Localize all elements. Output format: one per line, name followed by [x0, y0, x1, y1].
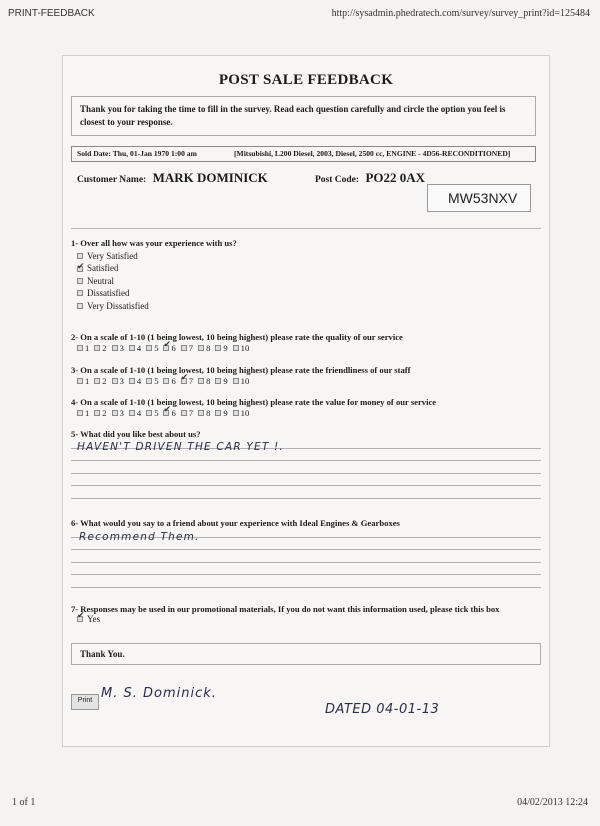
scale-label: 10 — [240, 408, 250, 418]
checkbox[interactable] — [94, 410, 100, 416]
scale-option[interactable] — [129, 376, 141, 386]
scale-option[interactable] — [112, 343, 124, 353]
scale-option[interactable] — [181, 376, 193, 386]
question-2: 2- On a scale of 1-10 (1 being lowest, 10 being highest) please rate the quality of our service — [71, 332, 403, 342]
scale-label: 5 — [154, 376, 159, 386]
scale-label: 4 — [136, 343, 142, 353]
checkbox[interactable] — [77, 378, 83, 384]
option-dissatisfied[interactable] — [77, 287, 149, 299]
scale-label: 5 — [154, 343, 159, 353]
question-1: 1- Over all how was your experience with us? — [71, 238, 237, 248]
scale-label: 2 — [102, 408, 107, 418]
question-3-scale — [77, 376, 254, 386]
sold-date: Sold Date: Thu, 01-Jan 1970 1:00 am — [77, 149, 197, 158]
scale-option[interactable] — [215, 376, 227, 386]
checkbox[interactable] — [198, 410, 204, 416]
checkbox[interactable] — [94, 345, 100, 351]
checkbox[interactable] — [146, 378, 152, 384]
question-4-scale — [77, 408, 254, 418]
checkbox[interactable] — [129, 410, 135, 416]
print-header-url: http://sysadmin.phedratech.com/survey/survey_print?id=125484 — [331, 8, 590, 19]
form-title: POST SALE FEEDBACK — [218, 72, 394, 88]
scale-label: 3 — [119, 343, 124, 353]
checkbox[interactable] — [77, 410, 83, 416]
scale-option[interactable] — [163, 408, 175, 418]
checkbox[interactable] — [77, 303, 83, 309]
answer-5-handwriting: HAVEN'T DRIVEN THE CAR YET !. — [77, 441, 284, 453]
scale-label: 9 — [223, 343, 228, 353]
scale-option[interactable] — [129, 343, 141, 353]
registration-box: MW53NXV — [427, 184, 531, 212]
scale-label: 2 — [102, 376, 107, 386]
scale-option[interactable] — [181, 408, 193, 418]
scale-option[interactable] — [94, 376, 106, 386]
option-neutral[interactable] — [77, 275, 149, 287]
scale-label: 8 — [206, 408, 211, 418]
scale-option[interactable] — [77, 376, 89, 386]
divider — [71, 228, 541, 229]
checkbox[interactable] — [181, 345, 187, 351]
page-number: 1 of 1 — [12, 797, 36, 808]
vehicle-info: [Mitsubishi, L200 Diesel, 2003, Diesel, 2500 cc, ENGINE - 4D56-RECONDITIONED] — [234, 149, 511, 158]
checkbox[interactable] — [215, 378, 221, 384]
checkbox[interactable] — [112, 345, 118, 351]
scale-label: 8 — [206, 343, 211, 353]
scale-label: 7 — [188, 343, 194, 353]
scale-option[interactable] — [129, 408, 141, 418]
checkbox[interactable] — [198, 378, 204, 384]
scale-label: 6 — [171, 376, 176, 386]
scale-option[interactable] — [198, 376, 210, 386]
question-5: 5- What did you like best about us? — [71, 429, 201, 439]
scale-option[interactable] — [233, 376, 250, 386]
scale-label: 1 — [85, 343, 90, 353]
option-label: Very Dissatisfied — [87, 300, 149, 311]
question-1-options — [77, 250, 149, 312]
checkbox-checked[interactable] — [77, 266, 83, 272]
option-label: Dissatisfied — [87, 288, 130, 299]
scale-label: 8 — [206, 376, 211, 386]
scale-option[interactable] — [94, 343, 106, 353]
option-label: Satisfied — [87, 263, 119, 274]
checkbox[interactable] — [146, 410, 152, 416]
scale-option[interactable] — [233, 408, 250, 418]
question-6: 6- What would you say to a friend about your experience with Ideal Engines & Gearboxes — [71, 518, 400, 528]
print-datetime: 04/02/2013 12:24 — [517, 797, 588, 808]
checkbox[interactable] — [233, 378, 239, 384]
thank-you-box: Thank You. — [71, 643, 541, 665]
scale-label: 1 — [85, 408, 90, 418]
option-label: Yes — [87, 614, 101, 624]
intro-text: Thank you for taking the time to fill in the survey. Read each question carefully and circle the option you feel is closest to your response. — [71, 96, 536, 136]
scale-label: 10 — [240, 343, 250, 353]
scale-option[interactable] — [146, 376, 158, 386]
checkbox[interactable] — [112, 410, 118, 416]
scale-option[interactable] — [163, 343, 175, 353]
checkbox[interactable] — [77, 345, 83, 351]
scale-option[interactable] — [215, 408, 227, 418]
scale-option[interactable] — [112, 408, 124, 418]
scale-label: 6 — [171, 408, 176, 418]
checkbox-checked[interactable] — [77, 616, 83, 622]
option-label: Neutral — [87, 275, 114, 286]
checkbox[interactable] — [215, 410, 221, 416]
checkbox[interactable] — [129, 378, 135, 384]
scale-option[interactable] — [146, 408, 158, 418]
option-yes[interactable] — [77, 614, 100, 624]
scale-label: 7 — [188, 376, 194, 386]
scale-option[interactable] — [198, 408, 210, 418]
checkbox[interactable] — [215, 345, 221, 351]
scale-option[interactable] — [181, 343, 193, 353]
scale-label: 9 — [223, 408, 228, 418]
post-code: PO22 0AX — [365, 170, 426, 185]
checkbox[interactable] — [77, 290, 83, 296]
question-7: 7- Responses may be used in our promotional materials, If you do not want this information used, please tick this box — [71, 604, 500, 614]
scale-label: 9 — [223, 376, 228, 386]
checkbox[interactable] — [129, 345, 135, 351]
checkbox[interactable] — [146, 345, 152, 351]
checkbox[interactable] — [77, 253, 83, 259]
scale-option[interactable] — [77, 408, 89, 418]
customer-name: MARK DOMINICK — [152, 170, 268, 185]
checkbox-checked[interactable] — [163, 410, 169, 416]
scale-label: 2 — [102, 343, 107, 353]
checkbox-checked[interactable] — [181, 378, 187, 384]
scale-option[interactable] — [215, 343, 227, 353]
checkbox[interactable] — [163, 378, 169, 384]
sold-info-bar — [71, 146, 536, 162]
print-button[interactable]: Print — [71, 694, 99, 710]
checkbox-checked[interactable] — [163, 345, 169, 351]
option-very-satisfied[interactable] — [77, 250, 149, 262]
customer-name-label: Customer Name: — [77, 175, 147, 185]
scale-option[interactable] — [146, 343, 158, 353]
checkbox[interactable] — [77, 278, 83, 284]
checkbox[interactable] — [233, 345, 239, 351]
customer-name-row — [77, 170, 268, 186]
post-code-label: Post Code: — [315, 175, 360, 185]
scale-option[interactable] — [198, 343, 210, 353]
answer-6-handwriting: Recommend Them. — [79, 531, 200, 543]
handwritten-date: DATED 04-01-13 — [325, 702, 440, 717]
checkbox[interactable] — [198, 345, 204, 351]
question-2-scale — [77, 343, 254, 353]
scale-label: 5 — [154, 408, 159, 418]
checkbox[interactable] — [181, 410, 187, 416]
scale-option[interactable] — [94, 408, 106, 418]
scale-option[interactable] — [163, 376, 175, 386]
post-code-row — [315, 170, 425, 186]
print-header-title: PRINT-FEEDBACK — [8, 8, 95, 19]
scale-label: 3 — [119, 376, 124, 386]
option-very-dissatisfied[interactable] — [77, 300, 149, 312]
scale-option[interactable] — [233, 343, 250, 353]
question-4: 4- On a scale of 1-10 (1 being lowest, 10 being highest) please rate the value for money of our service — [71, 397, 437, 407]
feedback-form — [62, 55, 550, 747]
scale-label: 7 — [188, 408, 194, 418]
checkbox[interactable] — [233, 410, 239, 416]
scale-label: 3 — [119, 408, 124, 418]
signature: M. S. Dominick. — [101, 686, 217, 701]
option-label: Very Satisfied — [87, 251, 138, 261]
option-satisfied[interactable] — [77, 262, 149, 274]
scale-label: 6 — [171, 343, 176, 353]
scale-label: 4 — [136, 376, 142, 386]
scale-option[interactable] — [77, 343, 89, 353]
scale-option[interactable] — [112, 376, 124, 386]
scale-label: 4 — [136, 408, 142, 418]
scale-label: 10 — [240, 376, 250, 386]
scale-label: 1 — [85, 376, 90, 386]
question-3: 3- On a scale of 1-10 (1 being lowest, 10 being highest) please rate the friendliness of our staff — [71, 365, 411, 375]
checkbox[interactable] — [112, 378, 118, 384]
checkbox[interactable] — [94, 378, 100, 384]
